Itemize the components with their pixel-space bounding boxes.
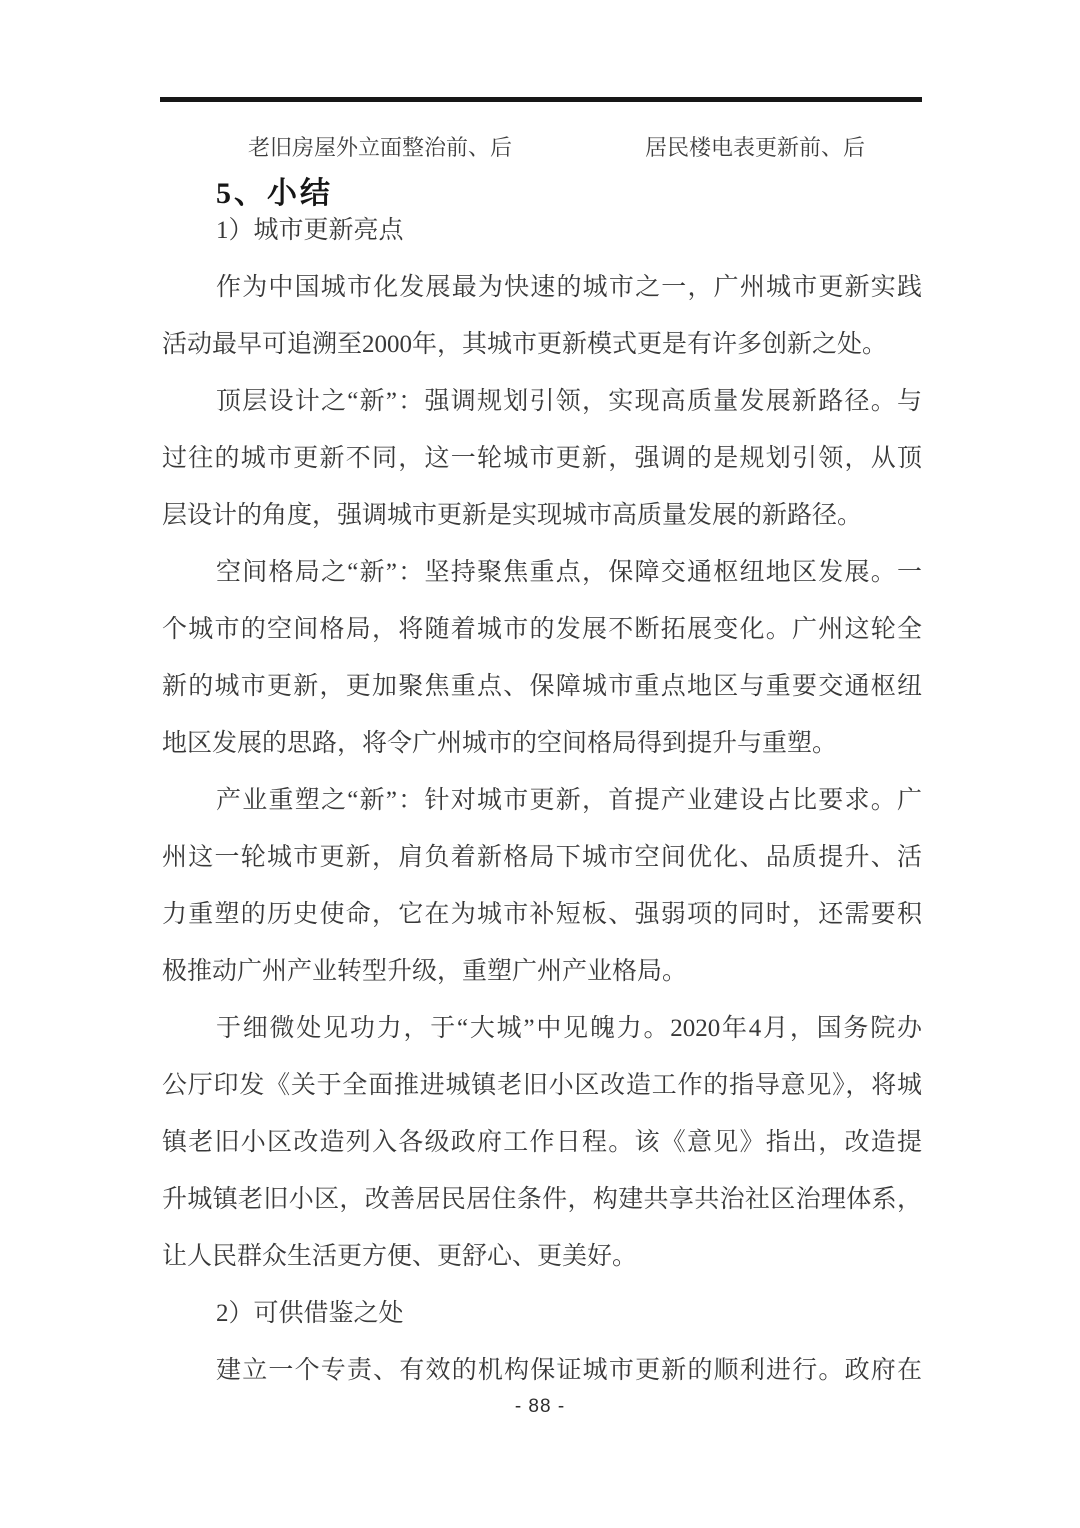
- text-line: 2）可供借鉴之处: [216, 1300, 404, 1327]
- text-line: 极推动广州产业转型升级，重塑广州产业格局。: [162, 958, 688, 985]
- text-line: 建立一个专责、有效的机构保证城市更新的顺利进行。政府在: [216, 1357, 922, 1384]
- text-line: 镇老旧小区改造列入各级政府工作日程。该《意见》指出，改造提: [162, 1129, 922, 1156]
- text-line: 空间格局之“新”：坚持聚焦重点，保障交通枢纽地区发展。一: [216, 559, 922, 586]
- text-line: 活动最早可追溯至2000年，其城市更新模式更是有许多创新之处。: [162, 331, 888, 358]
- text-line: 层设计的角度，强调城市更新是实现城市高质量发展的新路径。: [162, 502, 863, 529]
- horizontal-rule: [160, 97, 922, 102]
- text-line: 作为中国城市化发展最为快速的城市之一，广州城市更新实践: [216, 274, 922, 301]
- text-line: 新的城市更新，更加聚焦重点、保障城市重点地区与重要交通枢纽: [162, 673, 922, 700]
- text-line: 州这一轮城市更新，肩负着新格局下城市空间优化、品质提升、活: [162, 844, 922, 871]
- text-line: 产业重塑之“新”：针对城市更新，首提产业建设占比要求。广: [216, 787, 922, 814]
- text-line: 地区发展的思路，将令广州城市的空间格局得到提升与重塑。: [162, 730, 838, 757]
- photo-caption-right: 居民楼电表更新前、后: [645, 135, 866, 160]
- text-line: 个城市的空间格局，将随着城市的发展不断拓展变化。广州这轮全: [162, 616, 922, 643]
- text-line: 力重塑的历史使命，它在为城市补短板、强弱项的同时，还需要积: [162, 901, 922, 928]
- text-line: 过往的城市更新不同，这一轮城市更新，强调的是规划引领，从顶: [162, 445, 922, 472]
- text-line: 让人民群众生活更方便、更舒心、更美好。: [162, 1243, 638, 1270]
- page-number: - 88 -: [514, 1396, 566, 1417]
- text-line: 升城镇老旧小区，改善居民居住条件，构建共享共治社区治理体系，: [162, 1186, 922, 1213]
- text-line: 于细微处见功力，于“大城”中见魄力。2020年4月，国务院办: [216, 1015, 922, 1042]
- photo-caption-left: 老旧房屋外立面整治前、后: [248, 135, 513, 160]
- text-line: 公厅印发《关于全面推进城镇老旧小区改造工作的指导意见》，将城: [162, 1072, 922, 1099]
- text-line: 1）城市更新亮点: [216, 217, 404, 244]
- text-line: 顶层设计之“新”：强调规划引领，实现高质量发展新路径。与: [216, 388, 922, 415]
- section-heading: 5、小结: [216, 177, 333, 210]
- body-text: [162, 202, 922, 1399]
